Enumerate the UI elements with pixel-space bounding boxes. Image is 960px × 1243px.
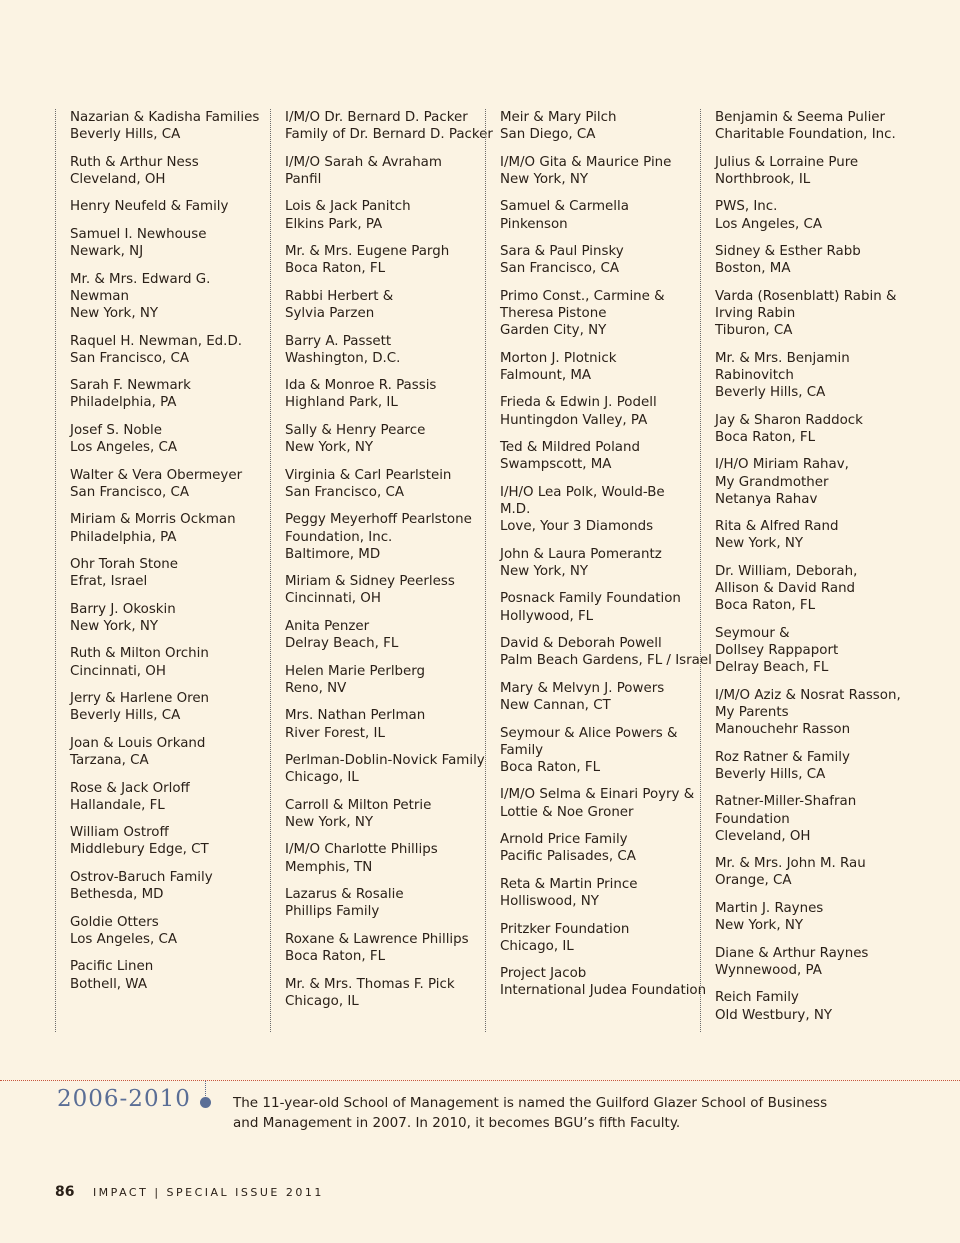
donor-detail: Sylvia Parzen — [285, 306, 375, 322]
donor-detail: Theresa Pistone — [500, 306, 607, 322]
donor-entry — [715, 945, 905, 979]
donor-name: Mr. & Mrs. John M. Rau — [715, 856, 866, 872]
donor-name: Mr. & Mrs. Edward G. — [70, 271, 211, 287]
donor-detail: Palm Beach Gardens, FL / Israel — [500, 653, 712, 669]
donor-entry — [500, 198, 700, 232]
donor-entry — [285, 288, 485, 322]
donor-entry — [285, 573, 485, 607]
donor-name: Arnold Price Family — [500, 832, 628, 848]
donor-name: Sidney & Esther Rabb — [715, 244, 861, 260]
donor-name: Meir & Mary Pilch — [500, 110, 617, 125]
donor-entry — [285, 109, 493, 143]
donor-entry — [715, 625, 905, 677]
donor-entry — [285, 618, 485, 652]
donor-detail: New York, NY — [70, 306, 159, 322]
donor-entry — [715, 412, 905, 446]
donor-name: Samuel & Carmella — [500, 199, 629, 215]
donor-name: Mr. & Mrs. Thomas F. Pick — [285, 976, 455, 992]
donor-detail: Netanya Rahav — [715, 491, 818, 507]
donor-detail: Panfil — [285, 171, 322, 187]
donor-name: Reich Family — [715, 990, 799, 1006]
timeline-connector — [205, 1081, 206, 1098]
donor-entry — [285, 976, 485, 1010]
donor-name: Barry A. Passett — [285, 333, 392, 349]
donor-detail: M.D. — [500, 502, 531, 518]
donor-detail: Reno, NV — [285, 680, 347, 696]
donor-entry — [715, 456, 905, 508]
page-footer — [55, 1184, 324, 1200]
donor-detail: Falmount, MA — [500, 367, 592, 383]
donor-detail: Baltimore, MD — [285, 546, 381, 562]
donor-entry — [70, 690, 270, 724]
donor-detail: Elkins Park, PA — [285, 216, 383, 232]
donor-entry — [500, 109, 700, 143]
donor-detail: New York, NY — [70, 618, 159, 634]
donor-name: Virginia & Carl Pearlstein — [285, 467, 452, 483]
donor-entry — [500, 965, 707, 999]
donor-entry — [70, 511, 270, 545]
donor-entry — [715, 687, 905, 739]
donor-detail: Philadelphia, PA — [70, 529, 177, 545]
donor-detail: Delray Beach, FL — [285, 636, 399, 652]
donor-entry — [70, 601, 270, 635]
donor-detail: Cleveland, OH — [715, 828, 811, 844]
donor-entry — [70, 735, 270, 769]
page-number: 86 — [55, 1184, 75, 1200]
donor-name: Jay & Sharon Raddock — [715, 412, 863, 428]
donor-entry — [715, 243, 905, 277]
donor-entry — [70, 824, 270, 858]
donor-detail: International Judea Foundation — [500, 983, 707, 999]
publication-title: IMPACT | SPECIAL ISSUE 2011 — [92, 1186, 324, 1199]
donor-detail: Boca Raton, FL — [715, 598, 816, 614]
donor-entry — [70, 377, 270, 411]
donor-name: Ohr Torah Stone — [70, 557, 179, 573]
donor-detail: New York, NY — [500, 171, 589, 187]
donor-entry — [715, 900, 905, 934]
donor-detail: Cleveland, OH — [70, 171, 166, 187]
donor-column-1 — [55, 109, 270, 1032]
donor-name: Carroll & Milton Petrie — [285, 797, 432, 813]
donor-detail: New York, NY — [285, 440, 374, 456]
donor-entry — [500, 831, 700, 865]
donor-detail: Cincinnati, OH — [70, 663, 166, 679]
donor-entry — [285, 377, 485, 411]
donor-detail: San Francisco, CA — [285, 484, 405, 500]
donor-detail: Los Angeles, CA — [715, 216, 822, 232]
donor-name: Anita Penzer — [285, 618, 370, 634]
donor-name: Walter & Vera Obermeyer — [70, 467, 243, 483]
donor-entry — [285, 707, 485, 741]
donor-entry — [70, 226, 270, 260]
donor-entry — [70, 271, 270, 323]
donor-detail: My Grandmother — [715, 474, 829, 490]
donor-name: Pritzker Foundation — [500, 921, 630, 937]
donor-detail: San Francisco, CA — [500, 261, 620, 277]
donor-detail: Lottie & Noe Groner — [500, 804, 634, 820]
donor-name: Helen Marie Perlberg — [285, 663, 426, 679]
donor-detail: Cincinnati, OH — [285, 591, 381, 607]
donor-name: Mr. & Mrs. Eugene Pargh — [285, 244, 450, 260]
donor-name: Reta & Martin Prince — [500, 876, 638, 892]
donor-entry — [500, 635, 712, 669]
timeline-dot — [200, 1097, 211, 1108]
donor-detail: New York, NY — [715, 918, 804, 934]
donor-entry — [715, 793, 905, 845]
donor-entry — [285, 797, 485, 831]
donor-name: I/M/O Sarah & Avraham — [285, 154, 442, 170]
donor-name: Ted & Mildred Poland — [500, 440, 640, 456]
donor-detail: Foundation, Inc. — [285, 529, 393, 545]
donor-detail: Newark, NJ — [70, 244, 144, 260]
donor-detail: Middlebury Edge, CT — [70, 842, 209, 858]
donor-detail: Beverly Hills, CA — [70, 127, 181, 143]
donor-column-4 — [700, 109, 905, 1032]
donor-name: Goldie Otters — [70, 914, 159, 930]
donor-detail: New York, NY — [285, 814, 374, 830]
donor-entry — [715, 855, 905, 889]
donor-detail: Family — [500, 742, 544, 758]
donor-detail: Irving Rabin — [715, 306, 796, 322]
timeline-caption: The 11-year-old School of Management is named the Guilford Glazer School of Business and Management in 2007. In 2010, it becomes BGU’s fifth Faculty. — [233, 1095, 828, 1131]
donor-detail: San Diego, CA — [500, 127, 596, 143]
donor-detail: Boca Raton, FL — [285, 261, 386, 277]
donor-name: Julius & Lorraine Pure — [715, 154, 859, 170]
donor-detail: Chicago, IL — [285, 993, 359, 1009]
donor-detail: San Francisco, CA — [70, 484, 190, 500]
donor-detail: Manouchehr Rasson — [715, 722, 851, 738]
donor-detail: Beverly Hills, CA — [715, 766, 826, 782]
donor-detail: River Forest, IL — [285, 725, 385, 741]
donor-name: Rita & Alfred Rand — [715, 519, 839, 535]
donor-detail: Northbrook, IL — [715, 171, 811, 187]
donor-name: Posnack Family Foundation — [500, 591, 681, 607]
donor-entry — [715, 989, 905, 1023]
donor-detail: San Francisco, CA — [70, 350, 190, 366]
donor-entry — [715, 350, 905, 402]
donor-detail: Old Westbury, NY — [715, 1007, 833, 1023]
donor-entry — [500, 350, 700, 384]
donor-entry — [70, 198, 270, 215]
donor-detail: Holliswood, NY — [500, 894, 599, 910]
donor-detail: New York, NY — [715, 536, 804, 552]
donor-entry — [500, 921, 700, 955]
donor-detail: Orange, CA — [715, 873, 792, 889]
donor-entry — [70, 109, 270, 143]
donor-detail: Delray Beach, FL — [715, 660, 829, 676]
donor-name: Morton J. Plotnick — [500, 350, 617, 366]
donor-entry — [285, 154, 485, 188]
donor-entry — [285, 886, 485, 920]
donor-entry — [715, 563, 905, 615]
donor-entry — [500, 546, 700, 580]
donor-detail: Garden City, NY — [500, 323, 607, 339]
donor-name: Mary & Melvyn J. Powers — [500, 680, 665, 696]
donor-column-3 — [485, 109, 712, 1032]
donor-entry — [500, 288, 700, 340]
donor-name: I/M/O Aziz & Nosrat Rasson, — [715, 687, 901, 703]
donor-name: William Ostroff — [70, 825, 169, 841]
donor-name: Ruth & Arthur Ness — [70, 154, 199, 170]
donor-entry — [70, 467, 270, 501]
donor-detail: Los Angeles, CA — [70, 931, 177, 947]
donor-detail: Allison & David Rand — [715, 581, 856, 597]
donor-detail: Chicago, IL — [285, 770, 359, 786]
donor-detail: Dollsey Rappaport — [715, 643, 839, 659]
donor-detail: Washington, D.C. — [285, 350, 401, 366]
donor-entry — [500, 439, 700, 473]
donor-entry — [715, 518, 905, 552]
donor-detail: Tiburon, CA — [715, 323, 793, 339]
donor-name: Seymour & Alice Powers & — [500, 725, 678, 741]
donor-name: Mr. & Mrs. Benjamin — [715, 350, 850, 366]
donor-entry — [70, 780, 270, 814]
donor-entry — [285, 511, 485, 563]
donor-detail: Efrat, Israel — [70, 574, 148, 590]
donor-detail: Beverly Hills, CA — [70, 708, 181, 724]
donor-detail: Phillips Family — [285, 904, 380, 920]
donor-name: Perlman-Doblin-Novick Family — [285, 753, 485, 769]
donor-name: Ratner-Miller-Shafran — [715, 794, 857, 810]
donor-detail: Los Angeles, CA — [70, 440, 177, 456]
donor-detail: Huntingdon Valley, PA — [500, 412, 648, 428]
donor-entry — [285, 198, 485, 232]
donor-detail: Newman — [70, 288, 129, 304]
donor-name: I/M/O Charlotte Phillips — [285, 842, 438, 858]
donor-detail: Family of Dr. Bernard D. Packer — [285, 127, 493, 143]
donor-entry — [285, 422, 485, 456]
donor-name: I/H/O Miriam Rahav, — [715, 457, 849, 473]
donor-detail: Foundation — [715, 811, 790, 827]
donor-name: Ostrov-Baruch Family — [70, 869, 213, 885]
donor-name: PWS, Inc. — [715, 199, 778, 215]
donor-entry — [285, 663, 485, 697]
donor-detail: Swampscott, MA — [500, 457, 612, 473]
donor-entry — [70, 556, 270, 590]
donor-detail: Chicago, IL — [500, 938, 574, 954]
donor-entry — [715, 154, 905, 188]
donor-name: I/M/O Gita & Maurice Pine — [500, 154, 672, 170]
donor-name: Miriam & Sidney Peerless — [285, 574, 455, 590]
donor-name: John & Laura Pomerantz — [500, 546, 662, 562]
donor-entry — [285, 467, 485, 501]
donor-name: Roxane & Lawrence Phillips — [285, 931, 469, 947]
donor-entry — [285, 931, 485, 965]
donor-entry — [70, 333, 270, 367]
donor-name: Miriam & Morris Ockman — [70, 512, 236, 528]
timeline-year: 2006-2010 — [57, 1086, 191, 1112]
donor-entry — [70, 422, 270, 456]
donor-detail: My Parents — [715, 704, 789, 720]
donor-columns — [55, 109, 905, 1032]
donor-name: Joan & Louis Orkand — [70, 735, 206, 751]
donor-name: Jerry & Harlene Oren — [70, 691, 210, 707]
donor-name: Primo Const., Carmine & — [500, 288, 665, 304]
donor-entry — [500, 725, 700, 777]
donor-name: Henry Neufeld & Family — [70, 199, 229, 215]
donor-name: Diane & Arthur Raynes — [715, 945, 869, 961]
donor-entry — [285, 752, 485, 786]
donor-name: I/H/O Lea Polk, Would-Be — [500, 484, 665, 500]
donor-detail: Boca Raton, FL — [285, 949, 386, 965]
donor-entry — [285, 243, 485, 277]
donor-entry — [500, 243, 700, 277]
donor-entry — [500, 876, 700, 910]
donor-name: Martin J. Raynes — [715, 900, 824, 916]
donor-detail: Rabinovitch — [715, 367, 794, 383]
donor-detail: Hollywood, FL — [500, 608, 594, 624]
donor-detail: Boca Raton, FL — [715, 429, 816, 445]
donor-detail: Tarzana, CA — [70, 753, 149, 769]
donor-detail: Philadelphia, PA — [70, 395, 177, 411]
donor-entry — [70, 869, 270, 903]
donor-entry — [285, 841, 485, 875]
donor-name: Roz Ratner & Family — [715, 749, 850, 765]
donor-entry — [715, 749, 905, 783]
donor-detail: Hallandale, FL — [70, 797, 165, 813]
donor-name: Sara & Paul Pinsky — [500, 244, 624, 260]
donor-detail: Bothell, WA — [70, 976, 147, 992]
donor-name: Sarah F. Newmark — [70, 378, 191, 394]
donor-name: Peggy Meyerhoff Pearlstone — [285, 512, 472, 528]
donor-entry — [500, 680, 700, 714]
donor-name: Ruth & Milton Orchin — [70, 646, 209, 662]
donor-detail: Boca Raton, FL — [500, 759, 601, 775]
donor-name: Nazarian & Kadisha Families — [70, 110, 260, 125]
donor-detail: New Cannan, CT — [500, 698, 611, 714]
donor-entry — [715, 288, 905, 340]
donor-detail: Beverly Hills, CA — [715, 385, 826, 401]
donor-detail: Highland Park, IL — [285, 395, 398, 411]
donor-name: Varda (Rosenblatt) Rabin & — [715, 288, 897, 304]
donor-name: Rabbi Herbert & — [285, 288, 394, 304]
donor-detail: Love, Your 3 Diamonds — [500, 519, 654, 535]
donor-name: Pacific Linen — [70, 959, 154, 975]
timeline-divider — [0, 1080, 960, 1081]
donor-entry — [500, 786, 700, 820]
donor-name: David & Deborah Powell — [500, 636, 662, 652]
donor-name: Seymour & — [715, 625, 790, 641]
donor-name: Ida & Monroe R. Passis — [285, 378, 437, 394]
donor-entry — [715, 109, 905, 143]
donor-entry — [70, 958, 270, 992]
donor-detail: Memphis, TN — [285, 859, 373, 875]
donor-name: Raquel H. Newman, Ed.D. — [70, 333, 243, 349]
donor-detail: Boston, MA — [715, 261, 791, 277]
donor-entry — [70, 645, 270, 679]
donor-entry — [70, 914, 270, 948]
donor-name: Lazarus & Rosalie — [285, 887, 404, 903]
donor-name: Lois & Jack Panitch — [285, 199, 411, 215]
donor-name: Sally & Henry Pearce — [285, 422, 426, 438]
donor-name: Frieda & Edwin J. Podell — [500, 395, 657, 411]
donor-name: Project Jacob — [500, 966, 587, 982]
donor-name: Dr. William, Deborah, — [715, 563, 858, 579]
donor-detail: Pinkenson — [500, 216, 568, 232]
donor-entry — [500, 154, 700, 188]
donor-entry — [70, 154, 270, 188]
donor-detail: Pacific Palisades, CA — [500, 849, 636, 865]
donor-column-2 — [270, 109, 493, 1032]
donor-detail: New York, NY — [500, 563, 589, 579]
donor-name: Mrs. Nathan Perlman — [285, 708, 426, 724]
donor-entry — [715, 198, 905, 232]
donor-entry — [500, 484, 700, 536]
donor-name: Josef S. Noble — [70, 422, 163, 438]
donor-name: Rose & Jack Orloff — [70, 780, 190, 796]
donor-name: Samuel I. Newhouse — [70, 226, 207, 242]
donor-name: I/M/O Selma & Einari Poyry & — [500, 787, 695, 803]
donor-entry — [500, 394, 700, 428]
donor-entry — [500, 590, 700, 624]
donor-entry — [285, 333, 485, 367]
donor-detail: Wynnewood, PA — [715, 962, 822, 978]
donor-name: Benjamin & Seema Pulier — [715, 110, 886, 125]
donor-name: I/M/O Dr. Bernard D. Packer — [285, 110, 468, 125]
donor-detail: Charitable Foundation, Inc. — [715, 127, 896, 143]
donor-detail: Bethesda, MD — [70, 887, 164, 903]
donor-name: Barry J. Okoskin — [70, 601, 176, 617]
